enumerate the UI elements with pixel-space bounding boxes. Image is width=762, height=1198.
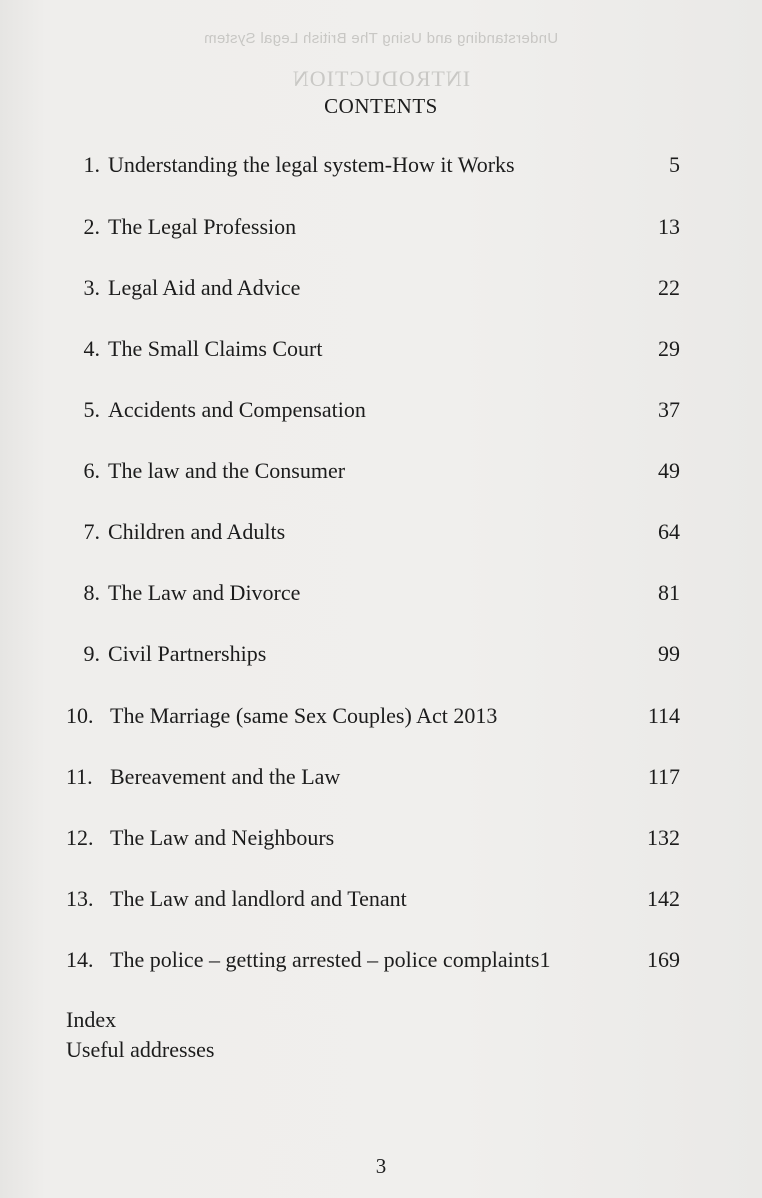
toc-entry-label: The law and the Consumer — [108, 458, 346, 483]
toc-entry[interactable] — [60, 455, 680, 487]
toc-entry-label: The police – getting arrested – police complaints1 — [110, 947, 551, 972]
toc-entry-page: 13 — [658, 214, 680, 239]
back-matter-useful-addresses[interactable]: Useful addresses — [66, 1037, 215, 1062]
page-number: 3 — [375, 1154, 387, 1178]
toc-entry-label: Bereavement and the Law — [110, 764, 341, 789]
toc-entry[interactable] — [66, 944, 686, 976]
toc-entry-label: Legal Aid and Advice — [108, 275, 301, 300]
toc-entry[interactable] — [60, 149, 680, 181]
toc-entry-page: 81 — [658, 580, 680, 605]
show-through-running-head: Understanding and Using The British Legal System — [203, 30, 559, 47]
toc-entry-number: 9. — [83, 641, 100, 666]
toc-entry-label: The Law and Neighbours — [110, 825, 335, 850]
toc-entry-page: 169 — [647, 947, 680, 972]
toc-entry-number: 6. — [83, 458, 100, 483]
toc-entry-page: 29 — [658, 336, 680, 361]
toc-entry-label: The Small Claims Court — [108, 336, 323, 361]
toc-entry[interactable] — [60, 638, 680, 670]
show-through-title: INTRODUCTION — [291, 66, 471, 91]
toc-entry-number: 3. — [83, 275, 100, 300]
toc-entry[interactable] — [66, 883, 686, 915]
toc-entry[interactable] — [60, 394, 680, 426]
page-title: CONTENTS — [324, 94, 438, 118]
toc-entry-label: Understanding the legal system-How it Works — [108, 152, 515, 177]
toc-entry-page: 132 — [647, 825, 680, 850]
toc-entry-number: 12. — [66, 825, 94, 850]
toc-entry-label: The Marriage (same Sex Couples) Act 2013 — [110, 703, 498, 728]
toc-entry-number: 14. — [66, 947, 94, 972]
toc-entry-page: 114 — [647, 703, 680, 728]
toc-entry-page: 5 — [669, 152, 680, 177]
toc-entry[interactable] — [60, 272, 680, 304]
toc-entry-number: 11. — [66, 764, 93, 789]
toc-entry[interactable] — [60, 333, 680, 365]
toc-entry-number: 10. — [66, 703, 94, 728]
toc-entry-page: 142 — [647, 886, 680, 911]
toc-entry-number: 8. — [83, 580, 100, 605]
toc-entry-label: Civil Partnerships — [108, 641, 267, 666]
toc-entry[interactable] — [60, 516, 680, 548]
back-matter-index[interactable]: Index — [66, 1007, 117, 1032]
toc-entry-page: 99 — [658, 641, 680, 666]
toc-entry-page: 22 — [658, 275, 680, 300]
toc-entry-page: 117 — [647, 764, 680, 789]
toc-entry-label: Children and Adults — [108, 519, 286, 544]
toc-entry-number: 4. — [83, 336, 100, 361]
toc-entry-label: The Law and landlord and Tenant — [110, 886, 407, 911]
toc-entry-label: The Law and Divorce — [108, 580, 301, 605]
toc-entry-number: 5. — [83, 397, 100, 422]
toc-entry[interactable] — [66, 761, 686, 793]
toc-entry-number: 7. — [83, 519, 100, 544]
toc-entry[interactable] — [60, 577, 680, 609]
toc-entry-number: 13. — [66, 886, 94, 911]
toc-entry[interactable] — [66, 700, 686, 732]
toc-entry[interactable] — [60, 211, 680, 243]
toc-entry-page: 49 — [658, 458, 680, 483]
toc-entry-label: The Legal Profession — [108, 214, 297, 239]
toc-entry-page: 37 — [658, 397, 680, 422]
toc-entry-number: 2. — [83, 214, 100, 239]
toc-entry[interactable] — [66, 822, 686, 854]
toc-entry-label: Accidents and Compensation — [108, 397, 366, 422]
toc-entry-number: 1. — [83, 152, 100, 177]
toc-entry-page: 64 — [658, 519, 680, 544]
